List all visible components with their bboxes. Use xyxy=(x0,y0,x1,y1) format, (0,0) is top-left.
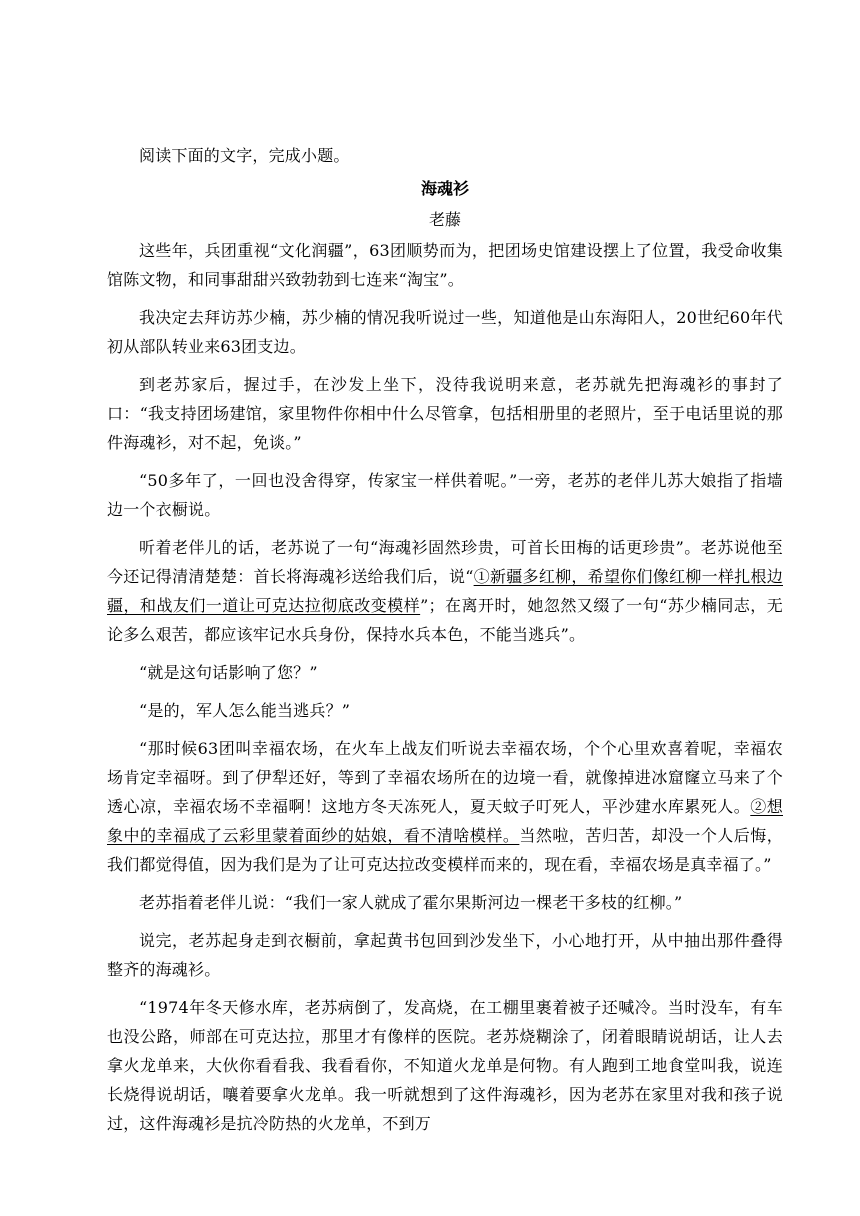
paragraph-8-part-b: 当然啦，苦归苦，却没一个人后悔，我们都觉得值，因为我们是为了让可克达拉改变模样而来的，现在看，幸福农场是真幸福了。” xyxy=(107,826,783,874)
paragraph-3: 到老苏家后，握过手，在沙发上坐下，没待我说明来意，老苏就先把海魂衫的事封了口：“我支持团场建馆，家里物件你相中什么尽管拿，包括相册里的老照片，至于电话里说的那件海魂衫，对不起，免谈。” xyxy=(107,375,783,452)
paragraph-8-part-a: “那时候63团叫幸福农场，在火车上战友们听说去幸福农场，个个心里欢喜着呢，幸福农场肯定幸福呀。到了伊犁还好，等到了幸福农场所在的边境一看，就像掉进冰窟窿立马来了个透心凉，幸福农场不幸福啊！这地方冬天冻死人，夏天蚊子叮死人，平沙建水库累死人。 xyxy=(107,739,783,816)
underlined-sentence-2: ②想象中的幸福成了云彩里蒙着面纱的姑娘，看不清啥模样。 xyxy=(107,797,783,845)
article-title: 海魂衫 xyxy=(420,179,469,198)
paragraph-9: 老苏指着老伴儿说：“我们一家人就成了霍尔果斯河边一棵老干多枝的红柳。” xyxy=(139,893,683,912)
paragraph-4: “50多年了，一回也没舍得穿，传家宝一样供着呢。”一旁，老苏的老伴儿苏大娘指了指墙边一个衣橱说。 xyxy=(107,471,783,519)
paragraph-10: 说完，老苏起身走到衣橱前，拿起黄书包回到沙发坐下，小心地打开，从中抽出那件叠得整齐的海魂衫。 xyxy=(107,931,783,979)
paragraph-5 xyxy=(107,533,783,649)
instruction-text: 阅读下面的文字，完成小题。 xyxy=(139,146,350,165)
paragraph-6: “就是这句话影响了您？” xyxy=(139,663,318,682)
paragraph-8 xyxy=(107,734,783,879)
underlined-sentence-1: ①新疆多红柳，希望你们像红柳一样扎根边疆，和战友们一道让可克达拉彻底改变模样 xyxy=(107,567,783,615)
article-author: 老藤 xyxy=(428,210,461,229)
paragraph-5-part-b: ”；在离开时，她忽然又缀了一句“苏少楠同志，无论多么艰苦，都应该牢记水兵身份，保持水兵本色，不能当逃兵”。 xyxy=(107,596,783,644)
paragraph-2: 我决定去拜访苏少楠，苏少楠的情况我听说过一些，知道他是山东海阳人，20世纪60年代初从部队转业来63团支边。 xyxy=(107,308,783,356)
paragraph-7: “是的，军人怎么能当逃兵？” xyxy=(139,701,351,720)
document-body xyxy=(107,141,783,1138)
paragraph-11: “1974年冬天修水库，老苏病倒了，发高烧，在工棚里裹着被子还喊冷。当时没车，有车也没公路，师部在可克达拉，那里才有像样的医院。老苏烧糊涂了，闭着眼睛说胡话，让人去拿火龙单来，大伙你看看我、我看看你，不知道火龙单是何物。有人跑到工地食堂叫我，说连长烧得说胡话，嚷着要拿火龙单。我一听就想到了这件海魂衫，因为老苏在家里对我和孩子说过，这件海魂衫是抗冷防热的火龙单，不到万 xyxy=(107,998,783,1133)
paragraph-5-part-a: 听着老伴儿的话，老苏说了一句“海魂衫固然珍贵，可首长田梅的话更珍贵”。老苏说他至今还记得清清楚楚：首长将海魂衫送给我们后，说“ xyxy=(107,538,783,586)
paragraph-1: 这些年，兵团重视“文化润疆”，63团顺势而为，把团场史馆建设摆上了位置，我受命收集馆陈文物，和同事甜甜兴致勃勃到七连来“淘宝”。 xyxy=(107,241,783,289)
